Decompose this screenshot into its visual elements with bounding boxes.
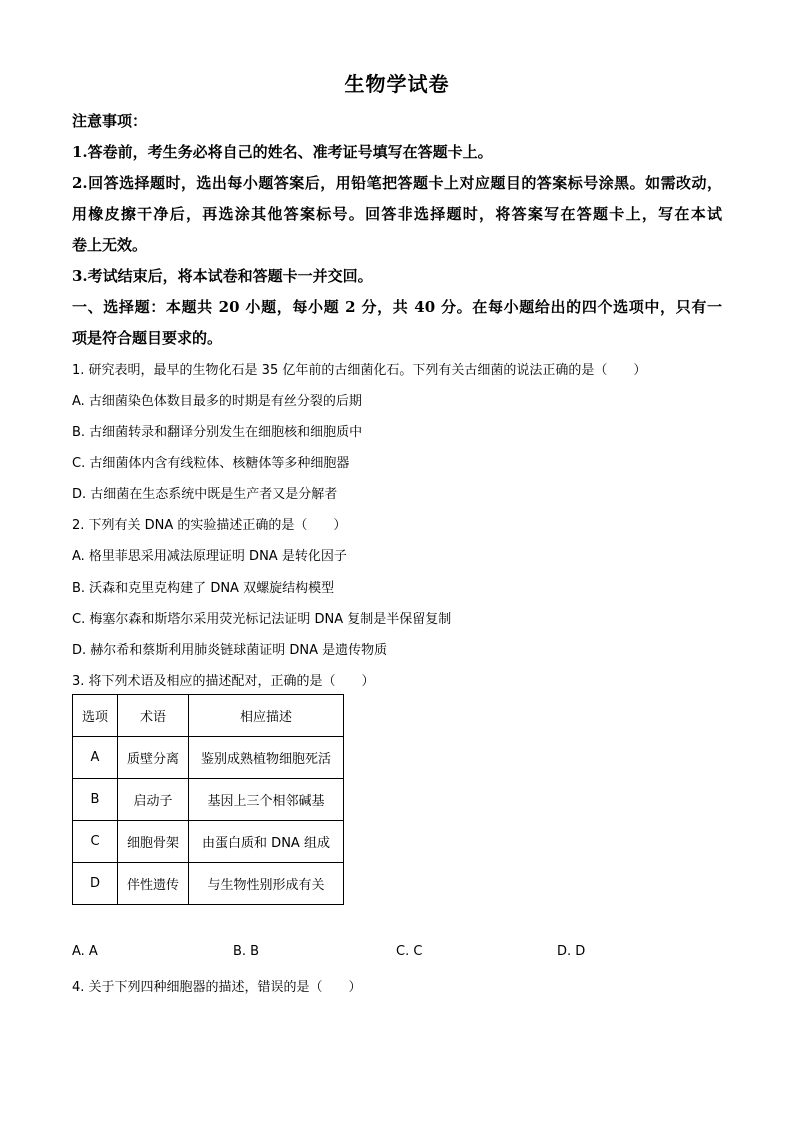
table-header-cell: 选项 bbox=[73, 695, 118, 737]
notice-item-1: 1.答卷前，考生务必将自己的姓名、准考证号填写在答题卡上。 bbox=[72, 143, 493, 161]
question-1-option-c: C. 古细菌体内含有线粒体、核糖体等多种细胞器 bbox=[72, 456, 350, 471]
question-3-option-a: A. A bbox=[72, 944, 98, 959]
table-cell: 基因上三个相邻碱基 bbox=[189, 779, 344, 821]
notice-item-2-line-1: 2.回答选择题时，选出每小题答案后，用铅笔把答题卡上对应题目的答案标号涂黑。如需改动， bbox=[72, 174, 722, 192]
table-cell: 伴性遗传 bbox=[118, 863, 189, 905]
question-2-option-b: B. 沃森和克里克构建了 DNA 双螺旋结构模型 bbox=[72, 581, 335, 596]
question-1-stem: 1. 研究表明，最早的生物化石是 35 亿年前的古细菌化石。下列有关古细菌的说法正确的是（ ） bbox=[72, 363, 647, 378]
section-heading-line-2: 项是符合题目要求的。 bbox=[72, 329, 223, 347]
question-1-option-d: D. 古细菌在生态系统中既是生产者又是分解者 bbox=[72, 487, 338, 502]
table-cell: A bbox=[73, 737, 118, 779]
table-cell: 与生物性别形成有关 bbox=[189, 863, 344, 905]
table-header-cell: 相应描述 bbox=[189, 695, 344, 737]
notice-item-2-line-3: 卷上无效。 bbox=[72, 236, 148, 254]
table-row bbox=[73, 779, 344, 821]
section-heading-line-1: 一、选择题：本题共 20 小题，每小题 2 分，共 40 分。在每小题给出的四个选项中，只有一 bbox=[72, 298, 722, 316]
question-2-option-c: C. 梅塞尔森和斯塔尔采用荧光标记法证明 DNA 复制是半保留复制 bbox=[72, 612, 452, 627]
question-2-stem: 2. 下列有关 DNA 的实验描述正确的是（ ） bbox=[72, 518, 347, 533]
question-3-option-d: D. D bbox=[557, 944, 586, 959]
table-cell: C bbox=[73, 821, 118, 863]
table-cell: 质壁分离 bbox=[118, 737, 189, 779]
question-1-option-a: A. 古细菌染色体数目最多的时期是有丝分裂的后期 bbox=[72, 394, 362, 409]
table-cell: 鉴别成熟植物细胞死活 bbox=[189, 737, 344, 779]
notice-item-3: 3.考试结束后，将本试卷和答题卡一并交回。 bbox=[72, 267, 373, 285]
page-title: 生物学试卷 bbox=[344, 72, 450, 96]
question-1-option-b: B. 古细菌转录和翻译分别发生在细胞核和细胞质中 bbox=[72, 425, 363, 440]
table-cell: 启动子 bbox=[118, 779, 189, 821]
question-2-option-d: D. 赫尔希和蔡斯利用肺炎链球菌证明 DNA 是遗传物质 bbox=[72, 643, 388, 658]
table-row bbox=[73, 863, 344, 905]
table-cell: D bbox=[73, 863, 118, 905]
table-row bbox=[73, 737, 344, 779]
question-4-stem: 4. 关于下列四种细胞器的描述，错误的是（ ） bbox=[72, 980, 362, 995]
question-2-option-a: A. 格里菲思采用减法原理证明 DNA 是转化因子 bbox=[72, 549, 347, 564]
table-row bbox=[73, 821, 344, 863]
table-header-cell: 术语 bbox=[118, 695, 189, 737]
notice-item-2-line-2: 用橡皮擦干净后，再选涂其他答案标号。回答非选择题时，将答案写在答题卡上，写在本试 bbox=[72, 205, 722, 223]
question-3-table bbox=[72, 694, 344, 905]
table-cell: B bbox=[73, 779, 118, 821]
table-cell: 细胞骨架 bbox=[118, 821, 189, 863]
question-3-stem: 3. 将下列术语及相应的描述配对，正确的是（ ） bbox=[72, 674, 375, 689]
question-3-option-c: C. C bbox=[396, 944, 423, 959]
table-header-row bbox=[73, 695, 344, 737]
question-3-option-b: B. B bbox=[233, 944, 260, 959]
notice-heading: 注意事项： bbox=[72, 112, 148, 130]
table-cell: 由蛋白质和 DNA 组成 bbox=[189, 821, 344, 863]
